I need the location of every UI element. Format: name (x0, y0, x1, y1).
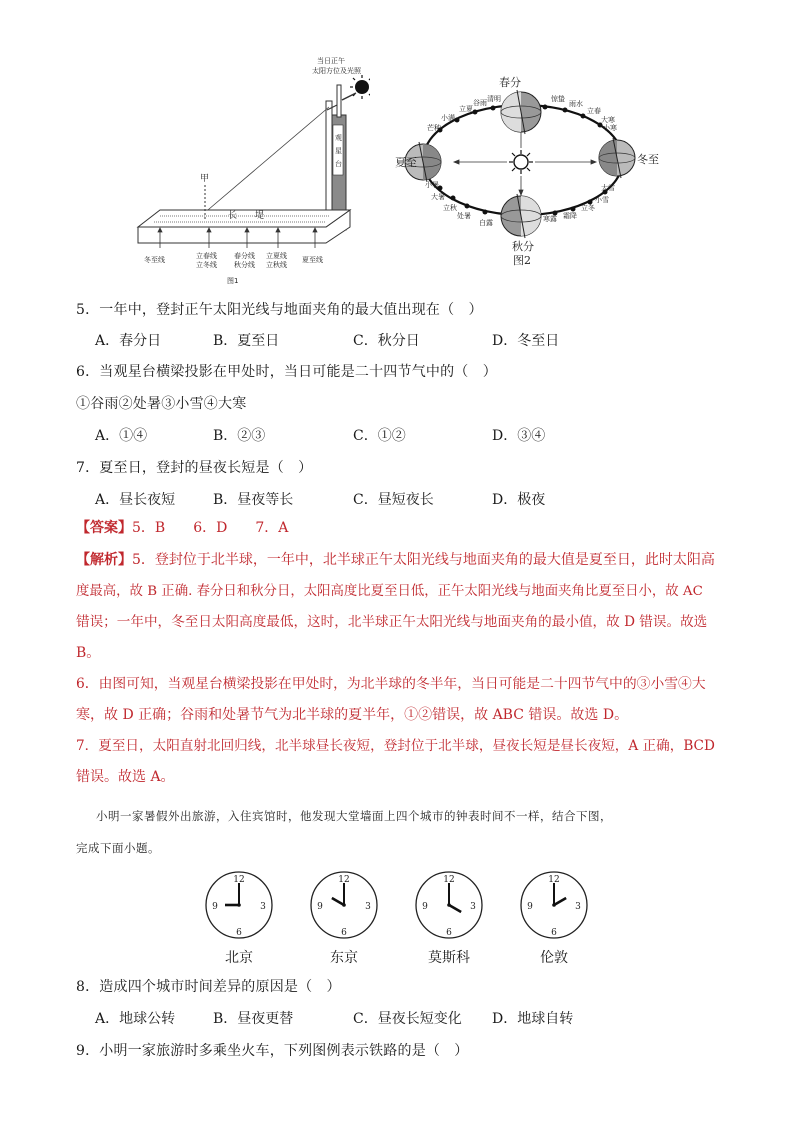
label-summer-solstice: 夏至 (395, 156, 417, 169)
question-9: 9．小明一家旅游时多乘坐火车，下列图例表示铁路的是（ ） (76, 1043, 469, 1059)
clock-number-n9: 9 (212, 902, 218, 912)
q6-option-a[interactable]: A．①④ (95, 428, 148, 444)
clock-number-n9: 9 (422, 902, 428, 912)
ruler-label: 长 堤 (228, 211, 265, 221)
term-lichun: 立春 (587, 107, 601, 115)
clock-number-n9: 9 (527, 902, 533, 912)
clock-number-n3: 3 (575, 902, 581, 912)
q8-option-b[interactable]: B．昼夜更替 (213, 1011, 294, 1027)
q7-option-c[interactable]: C．昼短夜长 (353, 492, 434, 508)
term-dahan: 大寒 (601, 116, 615, 124)
tower-label-2: 星 (335, 147, 342, 155)
globe-autumn-equinox (501, 194, 541, 238)
analysis-line-2: 度最高，故 B 正确. 春分日和秋分日，太阳高度比夏至日低，正午太阳光线与地面夹角比夏至日小，故 AC (76, 584, 703, 599)
intro-line-1: 小明一家暑假外出旅游，入住宾馆时，他发现大堂墙面上四个城市的钟表时间不一样，结合下图， (96, 809, 612, 823)
q5-option-c[interactable]: C．秋分日 (353, 333, 420, 349)
term-lixia: 立夏 (459, 105, 473, 113)
line-chunfen: 春分线 (234, 252, 255, 260)
question-7: 7．夏至日，登封的昼夜长短是（ ） (76, 460, 313, 476)
clock-number-n12: 12 (338, 875, 350, 885)
clock-3 (514, 865, 594, 965)
clock-face-icon (304, 865, 384, 945)
globe-spring-equinox (501, 90, 541, 134)
label-autumn-equinox: 秋分 (512, 240, 534, 253)
line-lichun: 立春线 (196, 252, 217, 260)
q6-option-b[interactable]: B．②③ (213, 428, 266, 444)
clock-number-n3: 3 (365, 902, 371, 912)
clock-number-n12: 12 (548, 875, 560, 885)
sun-icon (350, 75, 370, 99)
term-guyu: 谷雨 (473, 99, 487, 107)
clock-number-n6: 6 (341, 928, 347, 938)
q7-option-d[interactable]: D．极夜 (492, 492, 546, 508)
q5-option-b[interactable]: B．夏至日 (213, 333, 280, 349)
clock-number-n6: 6 (236, 928, 242, 938)
term-chushu: 处暑 (457, 212, 471, 220)
term-daxue: 大雪 (601, 184, 615, 192)
term-xiaohan: 小寒 (603, 124, 617, 132)
line-summer-solstice: 夏至线 (302, 256, 323, 264)
answer-text: 5．B 6．D 7．A (132, 520, 289, 536)
q8-option-a[interactable]: A．地球公转 (95, 1011, 176, 1027)
clock-2 (409, 865, 489, 965)
intro-line-2: 完成下面小题。 (76, 841, 160, 855)
line-lidong: 立冬线 (196, 261, 217, 269)
q6-option-c[interactable]: C．①② (353, 428, 406, 444)
clock-city-label: 东京 (330, 950, 358, 966)
term-liqiu: 立秋 (443, 204, 457, 212)
answer-block (76, 518, 288, 539)
figure1-caption: 图1 (227, 277, 239, 285)
analysis-line-7: 7．夏至日，太阳直射北回归线，北半球昼长夜短，登封位于北半球，昼夜长短是昼长夜短，A 正确，BCD (76, 738, 715, 754)
term-xiaoxue: 小雪 (595, 196, 609, 204)
tower-label-1: 观 (335, 134, 342, 142)
line-winter-solstice: 冬至线 (144, 256, 165, 264)
figure2-orbit-diagram (395, 70, 665, 270)
clock-number-n3: 3 (470, 902, 476, 912)
term-mangzhong: 芒种 (427, 124, 441, 132)
q5-option-d[interactable]: D．冬至日 (492, 333, 560, 349)
globe-winter-solstice (599, 138, 635, 178)
term-lidong: 立冬 (581, 204, 595, 212)
jia-label: 甲 (200, 174, 210, 184)
analysis-line-4: B。 (76, 645, 101, 661)
clock-number-n3: 3 (260, 902, 266, 912)
answer-label: 【答案】 (76, 520, 132, 536)
clock-face-icon (514, 865, 594, 945)
clock-number-n9: 9 (317, 902, 323, 912)
term-dashu: 大暑 (431, 193, 445, 201)
term-jingzhe: 惊蛰 (551, 95, 565, 103)
clock-number-n12: 12 (233, 875, 245, 885)
tower-label-3: 台 (335, 160, 342, 168)
question-6: 6．当观星台横梁投影在甲处时，当日可能是二十四节气中的（ ） (76, 364, 497, 380)
term-xiaoshu: 小暑 (425, 181, 439, 189)
term-shuangjiang: 霜降 (563, 212, 577, 220)
center-sun-icon (509, 150, 533, 174)
sun-caption-line2: 太阳方位及光照 (312, 67, 361, 75)
term-yushui: 雨水 (569, 100, 583, 108)
term-qingming: 清明 (487, 95, 501, 103)
analysis-block (76, 550, 726, 788)
question-8: 8．造成四个城市时间差异的原因是（ ） (76, 979, 341, 995)
clock-city-label: 莫斯科 (428, 950, 470, 966)
q6-option-d[interactable]: D．③④ (492, 428, 546, 444)
analysis-line-8: 错误。故选 A。 (76, 769, 175, 785)
label-winter-solstice: 冬至 (637, 153, 659, 166)
figure1-observatory-diagram (130, 55, 370, 290)
analysis-line-3: 错误；一年中，冬至日太阳高度最低，这时，北半球正午太阳光线与地面夹角的最小值，故 D 错误。故选 (76, 614, 708, 630)
clock-city-label: 伦敦 (540, 950, 568, 966)
question-5: 5．一年中，登封正午太阳光线与地面夹角的最大值出现在（ ） (76, 302, 483, 318)
line-qiufen: 秋分线 (234, 261, 255, 269)
label-spring-equinox: 春分 (499, 76, 521, 89)
figure2-caption: 图2 (513, 254, 531, 267)
clock-face-icon (199, 865, 279, 945)
question-6-items: ①谷雨②处暑③小雪④大寒 (76, 396, 247, 412)
analysis-line-5: 6．由图可知，当观星台横梁投影在甲处时，为北半球的冬半年，当日可能是二十四节气中的③小雪④大 (76, 676, 706, 692)
q7-option-a[interactable]: A．昼长夜短 (95, 492, 176, 508)
line-liqiu: 立秋线 (266, 261, 287, 269)
clock-number-n12: 12 (443, 875, 455, 885)
q8-option-d[interactable]: D．地球自转 (492, 1011, 574, 1027)
analysis-line-1: 5．登封位于北半球，一年中，北半球正午太阳光线与地面夹角的最大值是夏至日，此时太阳高 (132, 552, 715, 568)
q8-option-c[interactable]: C．昼夜长短变化 (353, 1011, 462, 1027)
analysis-line-6: 寒，故 D 正确；谷雨和处暑节气为北半球的夏半年，①②错误，故 ABC 错误。故选 D。 (76, 707, 629, 723)
clock-number-n6: 6 (446, 928, 452, 938)
clock-face-icon (409, 865, 489, 945)
term-bailu: 白露 (479, 219, 493, 227)
clock-city-label: 北京 (225, 950, 253, 966)
clock-1 (304, 865, 384, 965)
term-xiaoman: 小满 (441, 114, 455, 122)
q5-option-a[interactable]: A．春分日 (95, 333, 162, 349)
clock-0 (199, 865, 279, 965)
sun-caption-line1: 当日正午 (317, 57, 345, 65)
analysis-label: 【解析】 (76, 552, 132, 568)
term-hanlu: 寒露 (543, 215, 557, 223)
line-lixia: 立夏线 (266, 252, 287, 260)
q7-option-b[interactable]: B．昼夜等长 (213, 492, 294, 508)
clock-number-n6: 6 (551, 928, 557, 938)
